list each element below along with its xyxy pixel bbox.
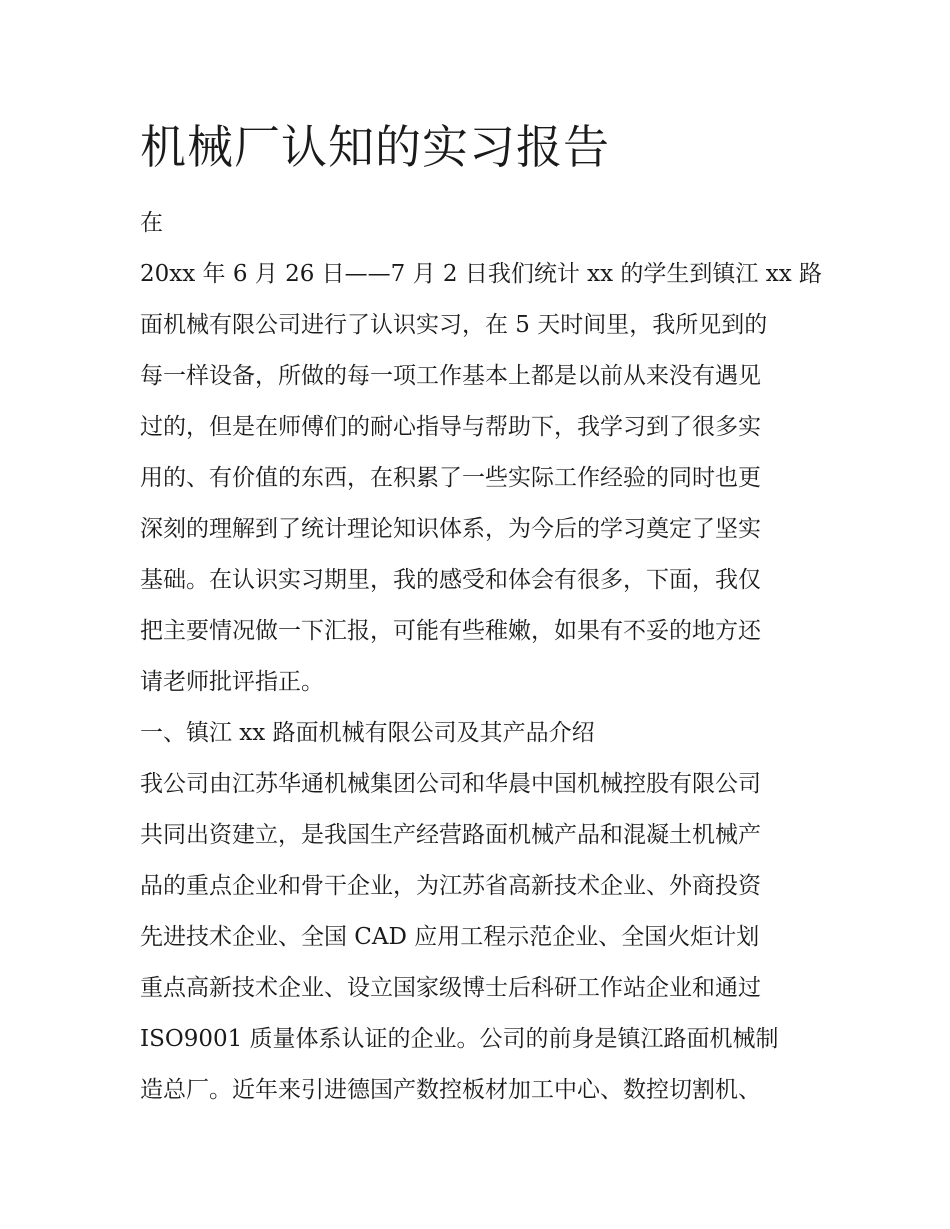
text-line: 深刻的理解到了统计理论知识体系，为今后的学习奠定了坚实 <box>140 516 761 542</box>
text-line: 把主要情况做一下汇报，可能有些稚嫩，如果有不妥的地方还 <box>140 618 761 644</box>
text-line: 品的重点企业和骨干企业，为江苏省高新技术企业、外商投资 <box>140 873 761 899</box>
text-line: 用的、有价值的东西，在积累了一些实际工作经验的同时也更 <box>140 465 761 491</box>
text-line: 造总厂。近年来引进德国产数控板材加工中心、数控切割机、 <box>140 1077 761 1103</box>
text-line: 过的，但是在师傅们的耐心指导与帮助下，我学习到了很多实 <box>140 414 761 440</box>
text-line: 共同出资建立，是我国生产经营路面机械产品和混凝土机械产 <box>140 822 761 848</box>
text-line: 先进技术企业、全国 CAD 应用工程示范企业、全国火炬计划 <box>140 924 760 950</box>
text-line: 在 <box>140 210 163 236</box>
page-title: 机械厂认知的实习报告 <box>140 120 610 174</box>
text-line: 面机械有限公司进行了认识实习，在 5 天时间里，我所见到的 <box>140 312 768 338</box>
text-line: 请老师批评指正。 <box>140 669 324 695</box>
text-line: 重点高新技术企业、设立国家级博士后科研工作站企业和通过 <box>140 975 761 1001</box>
text-line: 每一样设备，所做的每一项工作基本上都是以前从来没有遇见 <box>140 363 761 389</box>
text-line: 基础。在认识实习期里，我的感受和体会有很多，下面，我仅 <box>140 567 761 593</box>
text-line: ISO9001 质量体系认证的企业。公司的前身是镇江路面机械制 <box>140 1026 779 1052</box>
section-heading: 一、镇江 xx 路面机械有限公司及其产品介绍 <box>140 720 595 746</box>
text-line: 20xx 年 6 月 26 日——7 月 2 日我们统计 xx 的学生到镇江 xx 路 <box>140 261 822 287</box>
text-line: 我公司由江苏华通机械集团公司和华晨中国机械控股有限公司 <box>140 771 761 797</box>
